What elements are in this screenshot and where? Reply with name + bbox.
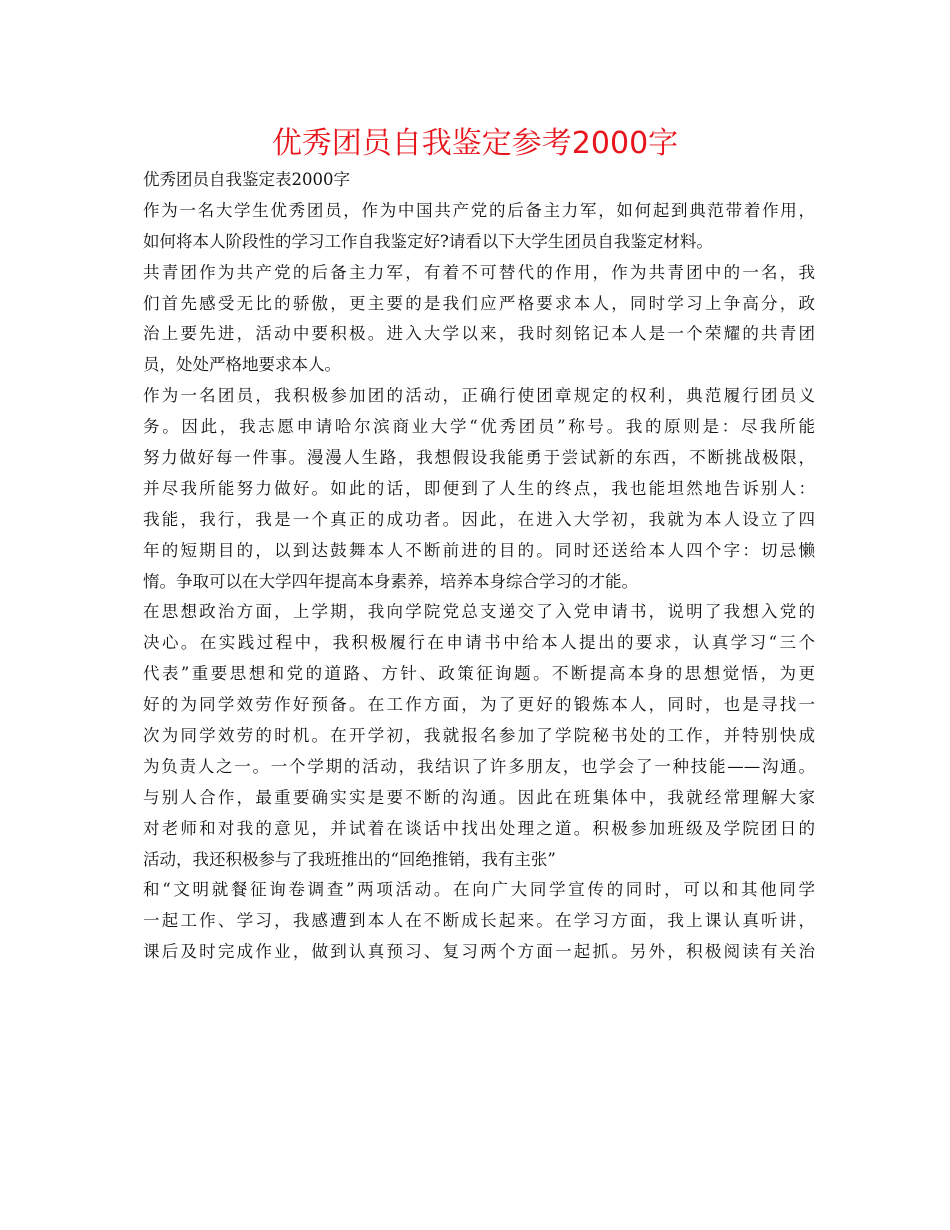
text-line: 作为一名团员，我积极参加团的活动，正确行使团章规定的权利，典范履行团员义 bbox=[143, 386, 815, 406]
text-line: 活动，我还积极参与了我班推出的“回绝推销，我有主张” bbox=[143, 849, 556, 869]
text-line: 我能，我行，我是一个真正的成功者。因此，在进入大学初，我就为本人设立了四 bbox=[143, 509, 815, 529]
text-line: 治上要先进，活动中要积极。进入大学以来，我时刻铭记本人是一个荣耀的共青团 bbox=[143, 324, 815, 344]
text-line: 员，处处严格地要求本人。 bbox=[143, 355, 341, 375]
text-line: 和“文明就餐征询卷调查”两项活动。在向广大同学宣传的同时，可以和其他同学 bbox=[143, 880, 815, 900]
text-line: 决心。在实践过程中，我积极履行在申请书中给本人提出的要求，认真学习“三个 bbox=[143, 633, 815, 653]
text-line: 优秀团员自我鉴定表2000字 bbox=[143, 170, 350, 189]
text-line: 一起工作、学习，我感遭到本人在不断成长起来。在学习方面，我上课认真听讲， bbox=[143, 911, 815, 931]
text-line: 惰。争取可以在大学四年提高本身素养，培养本身综合学习的才能。 bbox=[143, 571, 638, 591]
text-line: 代表”重要思想和党的道路、方针、政策征询题。不断提高本身的思想觉悟，为更 bbox=[143, 664, 815, 684]
text-line: 在思想政治方面，上学期，我向学院党总支递交了入党申请书，说明了我想入党的 bbox=[143, 602, 815, 622]
text-line: 为负责人之一。一个学期的活动，我结识了许多朋友，也学会了一种技能——沟通。 bbox=[143, 756, 815, 776]
text-line: 们首先感受无比的骄傲，更主要的是我们应严格要求本人，同时学习上争高分，政 bbox=[143, 293, 815, 313]
text-line: 次为同学效劳的时机。在开学初，我就报名参加了学院秘书处的工作，并特别快成 bbox=[143, 726, 815, 746]
text-line: 务。因此，我志愿申请哈尔滨商业大学“优秀团员”称号。我的原则是：尽我所能 bbox=[143, 417, 815, 437]
text-line: 年的短期目的，以到达鼓舞本人不断前进的目的。同时还送给本人四个字：切忌懒 bbox=[143, 540, 815, 560]
document-title: 优秀团员自我鉴定参考2000字 bbox=[271, 126, 679, 161]
text-line: 好的为同学效劳作好预备。在工作方面，为了更好的锻炼本人，同时，也是寻找一 bbox=[143, 695, 815, 715]
text-line: 对老师和对我的意见，并试着在谈话中找出处理之道。积极参加班级及学院团日的 bbox=[143, 818, 815, 838]
text-line: 努力做好每一件事。漫漫人生路，我想假设我能勇于尝试新的东西，不断挑战极限， bbox=[143, 448, 815, 468]
document-body bbox=[143, 165, 815, 968]
text-line: 作为一名大学生优秀团员，作为中国共产党的后备主力军，如何起到典范带着作用， bbox=[143, 200, 815, 220]
text-line: 并尽我所能努力做好。如此的话，即便到了人生的终点，我也能坦然地告诉别人： bbox=[143, 478, 815, 498]
text-line: 如何将本人阶段性的学习工作自我鉴定好?请看以下大学生团员自我鉴定材料。 bbox=[143, 231, 713, 251]
text-line: 与别人合作，最重要确实实是要不断的沟通。因此在班集体中，我就经常理解大家 bbox=[143, 787, 815, 807]
text-line: 课后及时完成作业，做到认真预习、复习两个方面一起抓。另外，积极阅读有关治 bbox=[143, 942, 815, 962]
text-line: 共青团作为共产党的后备主力军，有着不可替代的作用，作为共青团中的一名，我 bbox=[143, 262, 815, 282]
